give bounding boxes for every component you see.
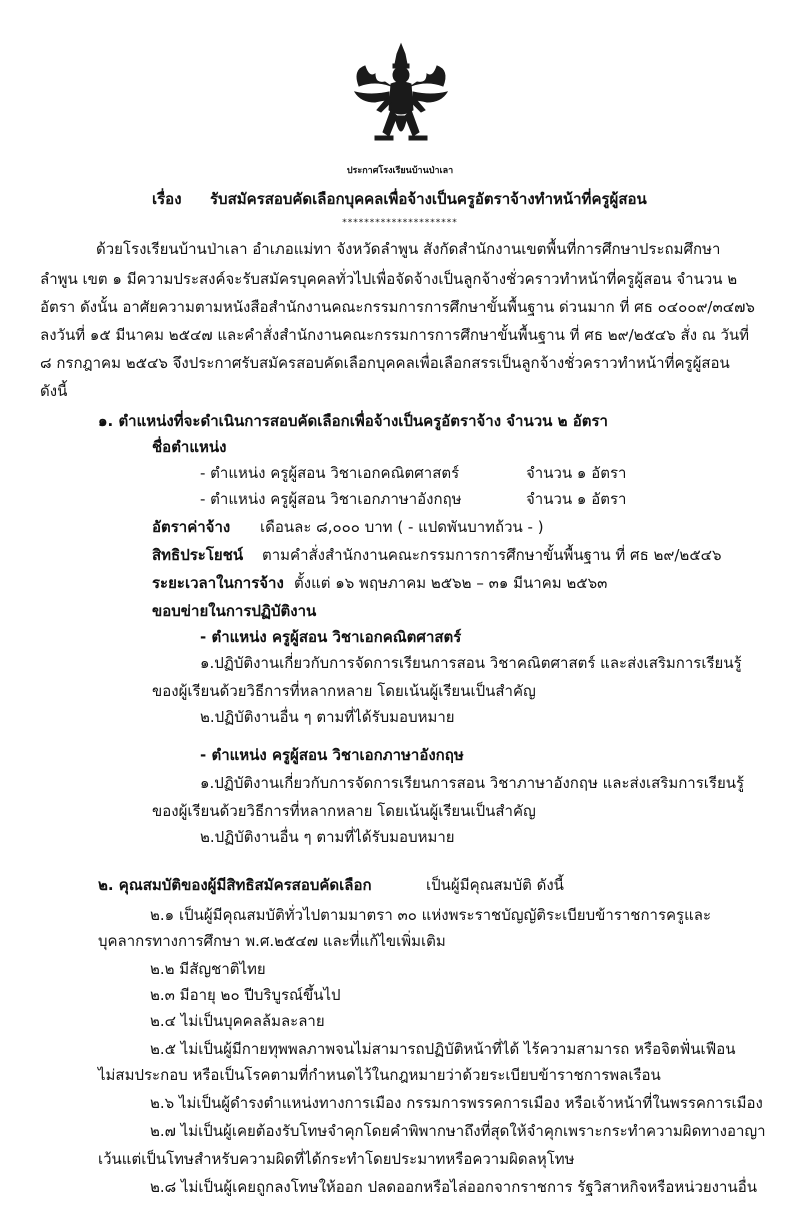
scope-position-title: - ตำแหน่ง ครูผู้สอน วิชาเอกภาษาอังกฤษ xyxy=(200,746,464,764)
qualification-item: ๒.๘ ไม่เป็นผู้เคยถูกลงโทษให้ออก ปลดออกหรือไล่ออกจากราชการ รัฐวิสาหกิจหรือหน่วยงานอื่น xyxy=(150,1178,757,1196)
scope-duty: ๒.ปฏิบัติงานอื่น ๆ ตามที่ได้รับมอบหมาย xyxy=(200,828,455,846)
scope-label: ขอบข่ายในการปฏิบัติงาน xyxy=(152,602,317,620)
scope-duty: ๑.ปฏิบัติงานเกี่ยวกับการจัดการเรียนการสอน วิชาภาษาอังกฤษ และส่งเสริมการเรียนรู้ xyxy=(200,774,745,792)
section2-heading: ๒. คุณสมบัติของผู้มีสิทธิสมัครสอบคัดเลือก xyxy=(98,876,372,894)
position-name: - ตำแหน่ง ครูผู้สอน วิชาเอกภาษาอังกฤษ xyxy=(200,490,462,508)
qualification-item: ๒.๕ ไม่เป็นผู้มีกายทุพพลภาพจนไม่สามารถปฏิบัติหน้าที่ได้ ไร้ความสามารถ หรือจิตฟั่นเฟือน xyxy=(150,1040,736,1058)
qualification-item: ไม่สมประกอบ หรือเป็นโรคตามที่กำหนดไว้ในกฎหมายว่าด้วยระเบียบข้าราชการพลเรือน xyxy=(98,1066,661,1084)
wage-label: อัตราค่าจ้าง xyxy=(152,518,231,536)
benefit-label: สิทธิประโยชน์ xyxy=(152,546,244,564)
scope-duty: ของผู้เรียนด้วยวิธีการที่หลากหลาย โดยเน้นผู้เรียนเป็นสำคัญ xyxy=(152,682,536,700)
positions-label: ชื่อตำแหน่ง xyxy=(152,438,227,456)
garuda-emblem-icon xyxy=(345,40,457,152)
announcement-title: ประกาศโรงเรียนบ้านป่าเลา xyxy=(346,166,454,176)
qualification-item: เว้นแต่เป็นโทษสำหรับความผิดที่ได้กระทำโดยประมาทหรือความผิดลหุโทษ xyxy=(98,1150,575,1168)
position-name: - ตำแหน่ง ครูผู้สอน วิชาเอกคณิตศาสตร์ xyxy=(200,464,460,482)
title-divider: ********************* xyxy=(342,218,458,228)
benefit-value: ตามคำสั่งสำนักงานคณะกรรมการการศึกษาขั้นพื้นฐาน ที่ ศธ ๒๙/๒๕๔๖ xyxy=(262,546,722,564)
scope-duty: ของผู้เรียนด้วยวิธีการที่หลากหลาย โดยเน้นผู้เรียนเป็นสำคัญ xyxy=(152,802,536,820)
qualification-item: ๒.๒ มีสัญชาติไทย xyxy=(150,960,266,978)
qualification-item: ๒.๔ ไม่เป็นบุคคลล้มละลาย xyxy=(150,1012,325,1030)
scope-duty: ๑.ปฏิบัติงานเกี่ยวกับการจัดการเรียนการสอน วิชาคณิตศาสตร์ และส่งเสริมการเรียนรู้ xyxy=(200,654,742,672)
qualification-item: ๒.๖ ไม่เป็นผู้ดำรงตำแหน่งทางการเมือง กรรมการพรรคการเมือง หรือเจ้าหน้าที่ในพรรคการเมือง xyxy=(150,1094,763,1112)
scope-position-title: - ตำแหน่ง ครูผู้สอน วิชาเอกคณิตศาสตร์ xyxy=(200,628,462,646)
qualification-item: ๒.๓ มีอายุ ๒๐ ปีบริบูรณ์ขึ้นไป xyxy=(150,986,341,1004)
section2-heading-suffix: เป็นผู้มีคุณสมบัติ ดังนี้ xyxy=(426,876,564,894)
subject-text: รับสมัครสอบคัดเลือกบุคคลเพื่อจ้างเป็นครูอัตราจ้างทำหน้าที่ครูผู้สอน xyxy=(210,190,647,208)
period-label: ระยะเวลาในการจ้าง xyxy=(152,574,284,592)
intro-line: ลำพูน เขต ๑ มีความประสงค์จะรับสมัครบุคคลทั่วไปเพื่อจัดจ้างเป็นลูกจ้างชั่วคราวทำหน้าที่ครูผู้สอน จำนวน ๒ xyxy=(40,270,738,288)
period-value: ตั้งแต่ ๑๖ พฤษภาคม ๒๕๖๒ – ๓๑ มีนาคม ๒๕๖๓ xyxy=(294,574,608,592)
qualification-item: ๒.๑ เป็นผู้มีคุณสมบัติทั่วไปตามมาตรา ๓๐ แห่งพระราชบัญญัติระเบียบข้าราชการครูและ xyxy=(150,906,712,924)
scope-duty: ๒.ปฏิบัติงานอื่น ๆ ตามที่ได้รับมอบหมาย xyxy=(200,708,455,726)
section1-heading: ๑. ตำแหน่งที่จะดำเนินการสอบคัดเลือกเพื่อจ้างเป็นครูอัตราจ้าง จำนวน ๒ อัตรา xyxy=(98,412,608,430)
qualification-item: บุคลากรทางการศึกษา พ.ศ.๒๕๔๗ และที่แก้ไขเพิ่มเติม xyxy=(98,932,446,950)
intro-line: ๘ กรกฎาคม ๒๕๔๖ จึงประกาศรับสมัครสอบคัดเลือกบุคคลเพื่อเลือกสรรเป็นลูกจ้างชั่วคราวทำหน้าที่ครูผู้สอน xyxy=(40,354,730,372)
subject-label: เรื่อง xyxy=(152,190,182,208)
intro-line: ลงวันที่ ๑๕ มีนาคม ๒๕๔๗ และคำสั่งสำนักงานคณะกรรมการการศึกษาขั้นพื้นฐาน ที่ ศธ ๒๙/๒๕๔๖ สั่ง ณ วันที่ xyxy=(40,326,750,344)
intro-line: ดังนี้ xyxy=(40,382,68,400)
position-count: จำนวน ๑ อัตรา xyxy=(526,464,627,482)
intro-line: ด้วยโรงเรียนบ้านป่าเลา อำเภอแม่ทา จังหวัดลำพูน สังกัดสำนักงานเขตพื้นที่การศึกษาประถมศึกษา xyxy=(96,240,721,258)
wage-value: เดือนละ ๘,๐๐๐ บาท ( - แปดพันบาทถ้วน - ) xyxy=(260,518,544,536)
intro-line: อัตรา ดังนั้น อาศัยความตามหนังสือสำนักงานคณะกรรมการการศึกษาขั้นพื้นฐาน ด่วนมาก ที่ ศธ ๐๔๐๐๙/๓๔๗๖ xyxy=(40,298,755,316)
qualification-item: ๒.๗ ไม่เป็นผู้เคยต้องรับโทษจำคุกโดยคำพิพากษาถึงที่สุดให้จำคุกเพราะกระทำความผิดทางอาญา xyxy=(150,1122,766,1140)
position-count: จำนวน ๑ อัตรา xyxy=(526,490,627,508)
